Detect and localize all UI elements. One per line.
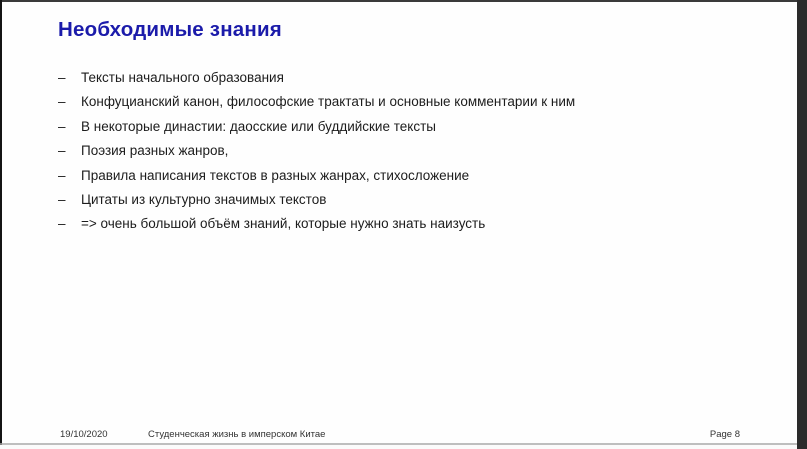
- slide-footer: [2, 427, 797, 441]
- bullet-dash: –: [58, 167, 66, 183]
- bullet-dash: –: [58, 70, 66, 85]
- bullet-text: Тексты начального образования: [81, 70, 284, 85]
- slide-page: [2, 2, 797, 443]
- footer-presentation-title: Студенческая жизнь в имперском Китае: [148, 429, 326, 440]
- viewer-left-edge: [0, 0, 2, 449]
- list-item: [58, 94, 758, 118]
- bullet-dash: –: [58, 118, 66, 134]
- bullet-text: Правила написания текстов в разных жанрах, стихосложение: [81, 167, 470, 183]
- bullet-dash: –: [58, 143, 66, 159]
- bullet-dash: –: [58, 94, 66, 110]
- bullet-text: Конфуцианский канон, философские трактаты и основные комментарии к ним: [81, 94, 576, 110]
- bullet-dash: –: [58, 216, 66, 232]
- viewer-right-panel-edge: [797, 0, 807, 449]
- list-item: [58, 70, 758, 94]
- slide-title: Необходимые знания: [58, 18, 282, 41]
- viewer-top-edge: [0, 0, 807, 2]
- viewer-bottom-margin: [0, 445, 797, 449]
- list-item: [58, 192, 758, 216]
- bullet-text: В некоторые династии: даосские или буддийские тексты: [81, 118, 436, 134]
- bullet-text: Цитаты из культурно значимых текстов: [81, 191, 327, 207]
- bullet-list: [58, 70, 758, 241]
- footer-page-number: Page 8: [709, 429, 740, 440]
- list-item: [58, 143, 758, 167]
- list-item: [58, 168, 758, 192]
- list-item: [58, 216, 758, 240]
- bullet-dash: –: [58, 191, 66, 207]
- list-item: [58, 119, 758, 143]
- bullet-text: => очень большой объём знаний, которые нужно знать наизусть: [81, 216, 486, 232]
- footer-date: 19/10/2020: [60, 429, 108, 440]
- bullet-text: Поэзия разных жанров,: [81, 143, 229, 159]
